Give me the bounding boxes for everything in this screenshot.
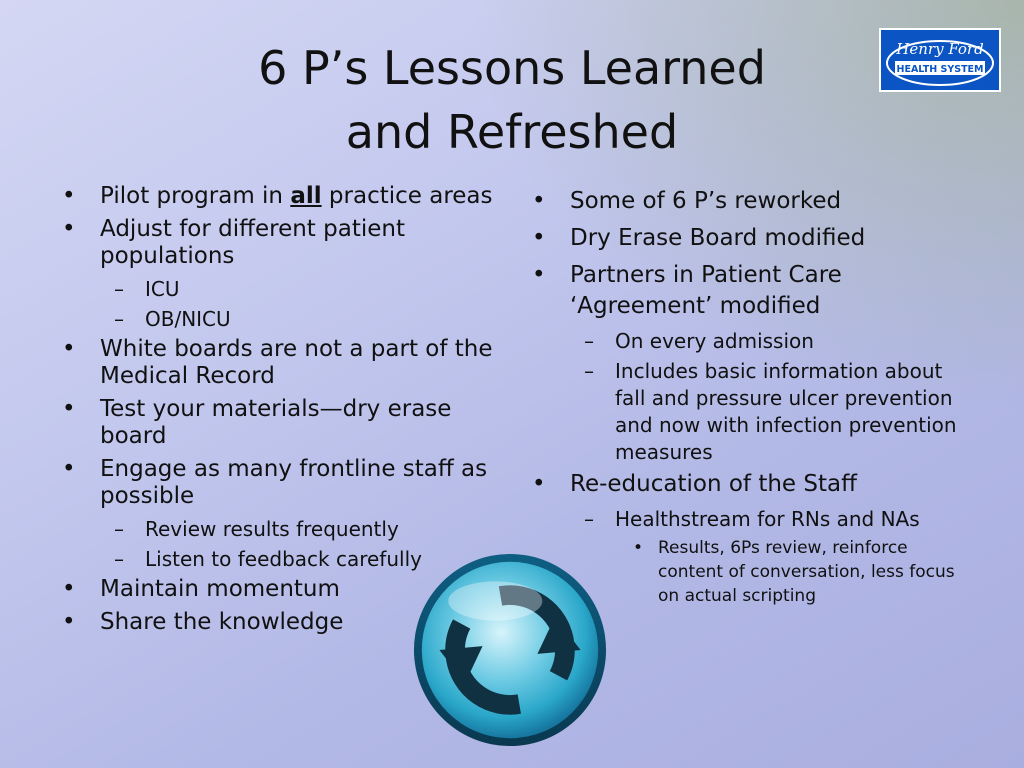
sub-bullet-ob-nicu: – OB/NICU [100,306,502,333]
sub-sub-bullet-results-review: • Results, 6Ps review, reinforce content of conversation, less focus on actual scripting [615,536,972,608]
emphasized-word: all [290,183,322,209]
bullet-re-education: • Re-education of the Staff [532,469,972,500]
bullet-dry-erase-board: • Dry Erase Board modified [532,223,972,254]
logo-script-text: Henry Ford [896,40,984,58]
logo-caption-text: HEALTH SYSTEM [896,64,984,75]
sub-bullet-review-results: – Review results frequently [100,516,502,543]
sub-bullet-every-admission: – On every admission [570,328,972,355]
henry-ford-logo [879,28,1001,92]
right-bullet-column [532,186,972,608]
bullet-white-boards: • White boards are not a part of the Medical Record [62,336,502,390]
bullet-maintain-momentum: • Maintain momentum [62,576,502,603]
bullet-six-ps-reworked: • Some of 6 P’s reworked [532,186,972,217]
bullet-share-knowledge: • Share the knowledge [62,609,502,636]
bullet-text-prefix: Pilot program in [100,183,291,209]
bullet-test-materials: • Test your materials—dry erase board [62,396,502,450]
bullet-engage-staff: • Engage as many frontline staff as possible [62,456,502,510]
slide-title [150,36,874,164]
sub-bullet-basic-information: – Includes basic information about fall and pressure ulcer prevention and now with infection prevention measures [570,358,972,466]
title-line-2: and Refreshed [345,105,679,159]
bullet-pilot-program [62,183,502,210]
title-line-1: 6 P’s Lessons Learned [258,41,766,95]
henry-ford-logo-graphic [881,30,999,90]
bullet-partners-agreement: • Partners in Patient Care ‘Agreement’ modified [532,260,972,322]
right-bullet-list [532,186,972,608]
sub-bullet-icu: – ICU [100,276,502,303]
bullet-adjust-populations: • Adjust for different patient populations [62,216,502,270]
bullet-text-suffix: practice areas [321,183,493,209]
sub-bullet-listen-feedback: – Listen to feedback carefully [100,546,502,573]
refresh-cycle-icon [412,552,608,748]
sub-bullet-healthstream: – Healthstream for RNs and NAs [570,506,972,533]
